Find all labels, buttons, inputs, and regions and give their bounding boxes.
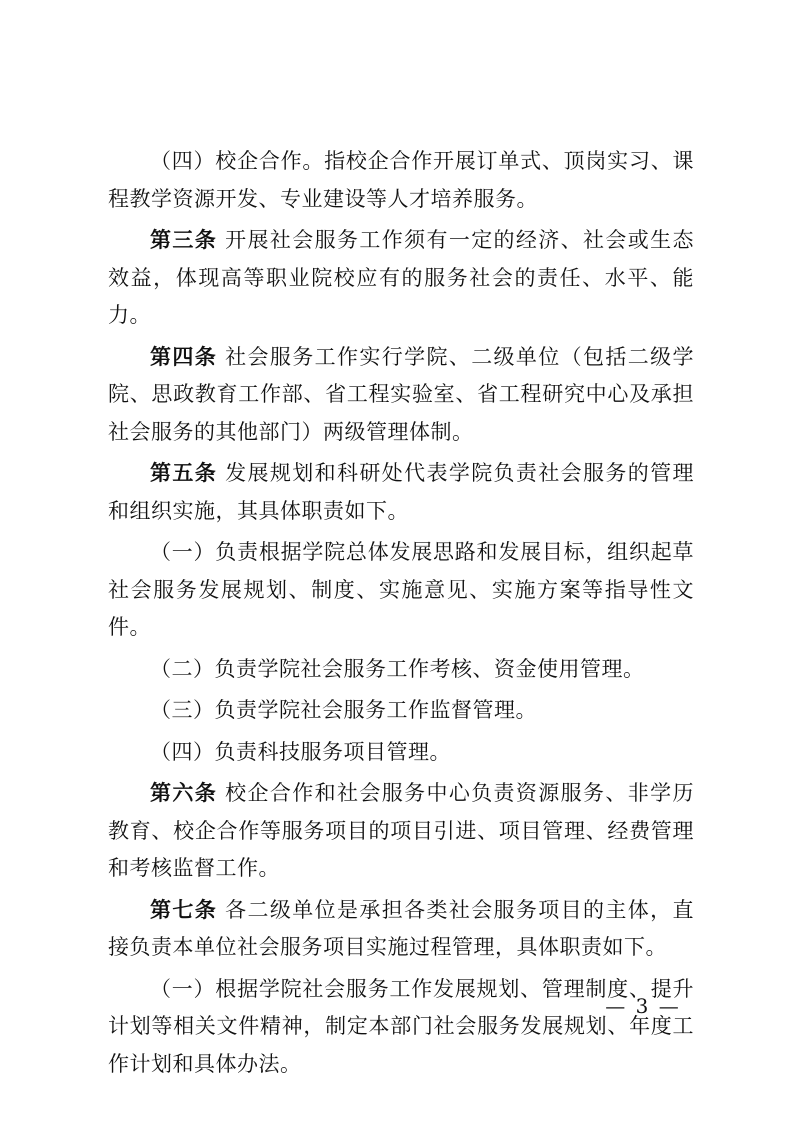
paragraph-text: （三）负责学院社会服务工作监督管理。 [150,698,537,722]
paragraph-text: （一）负责根据学院总体发展思路和发展目标，组织起草社会服务发展规划、制度、实施意见、实施方案等指导性文件。 [108,540,694,639]
document-body [108,143,694,1087]
paragraph-7 [108,692,694,730]
paragraph-text: （一）根据学院社会服务工作发展规划、管理制度、提升计划等相关文件精神，制定本部门社会服务发展规划、年度工作计划和具体办法。 [108,976,694,1076]
paragraph-8 [108,734,694,772]
paragraph-9 [108,775,694,888]
page-number: — 3 — [605,994,681,1018]
article-label: 第三条 [150,228,218,252]
paragraph-10 [108,892,694,967]
paragraph-text: 社会服务工作实行学院、二级单位（包括二级学院、思政教育工作部、省工程实验室、省工程研究中心及承担社会服务的其他部门）两级管理体制。 [108,344,694,444]
article-label: 第四条 [150,344,218,369]
paragraph-text: （四）校企合作。指校企合作开展订单式、顶岗实习、课程教学资源开发、专业建设等人才培养服务。 [108,149,694,211]
paragraph-1 [108,143,694,218]
paragraph-text: 各二级单位是承担各类社会服务项目的主体，直接负责本单位社会服务项目实施过程管理，具体职责如下。 [108,897,694,959]
paragraph-6 [108,651,694,689]
paragraph-4 [108,455,694,530]
paragraph-2 [108,222,694,335]
article-label: 第七条 [150,897,218,922]
paragraph-text: 校企合作和社会服务中心负责资源服务、非学历教育、校企合作等服务项目的项目引进、项目管理、经费管理和考核监督工作。 [108,781,694,880]
article-label: 第五条 [150,461,218,485]
paragraph-text: 开展社会服务工作须有一定的经济、社会或生态效益，体现高等职业院校应有的服务社会的责任、水平、能力。 [108,228,694,327]
paragraph-text: 发展规划和科研处代表学院负责社会服务的管理和组织实施，其具体职责如下。 [108,461,694,523]
paragraph-11 [108,971,694,1084]
article-label: 第六条 [150,781,218,805]
paragraph-5 [108,534,694,647]
paragraph-3 [108,339,694,452]
paragraph-text: （二）负责学院社会服务工作考核、资金使用管理。 [150,656,645,681]
paragraph-text: （四）负责科技服务项目管理。 [150,739,451,764]
